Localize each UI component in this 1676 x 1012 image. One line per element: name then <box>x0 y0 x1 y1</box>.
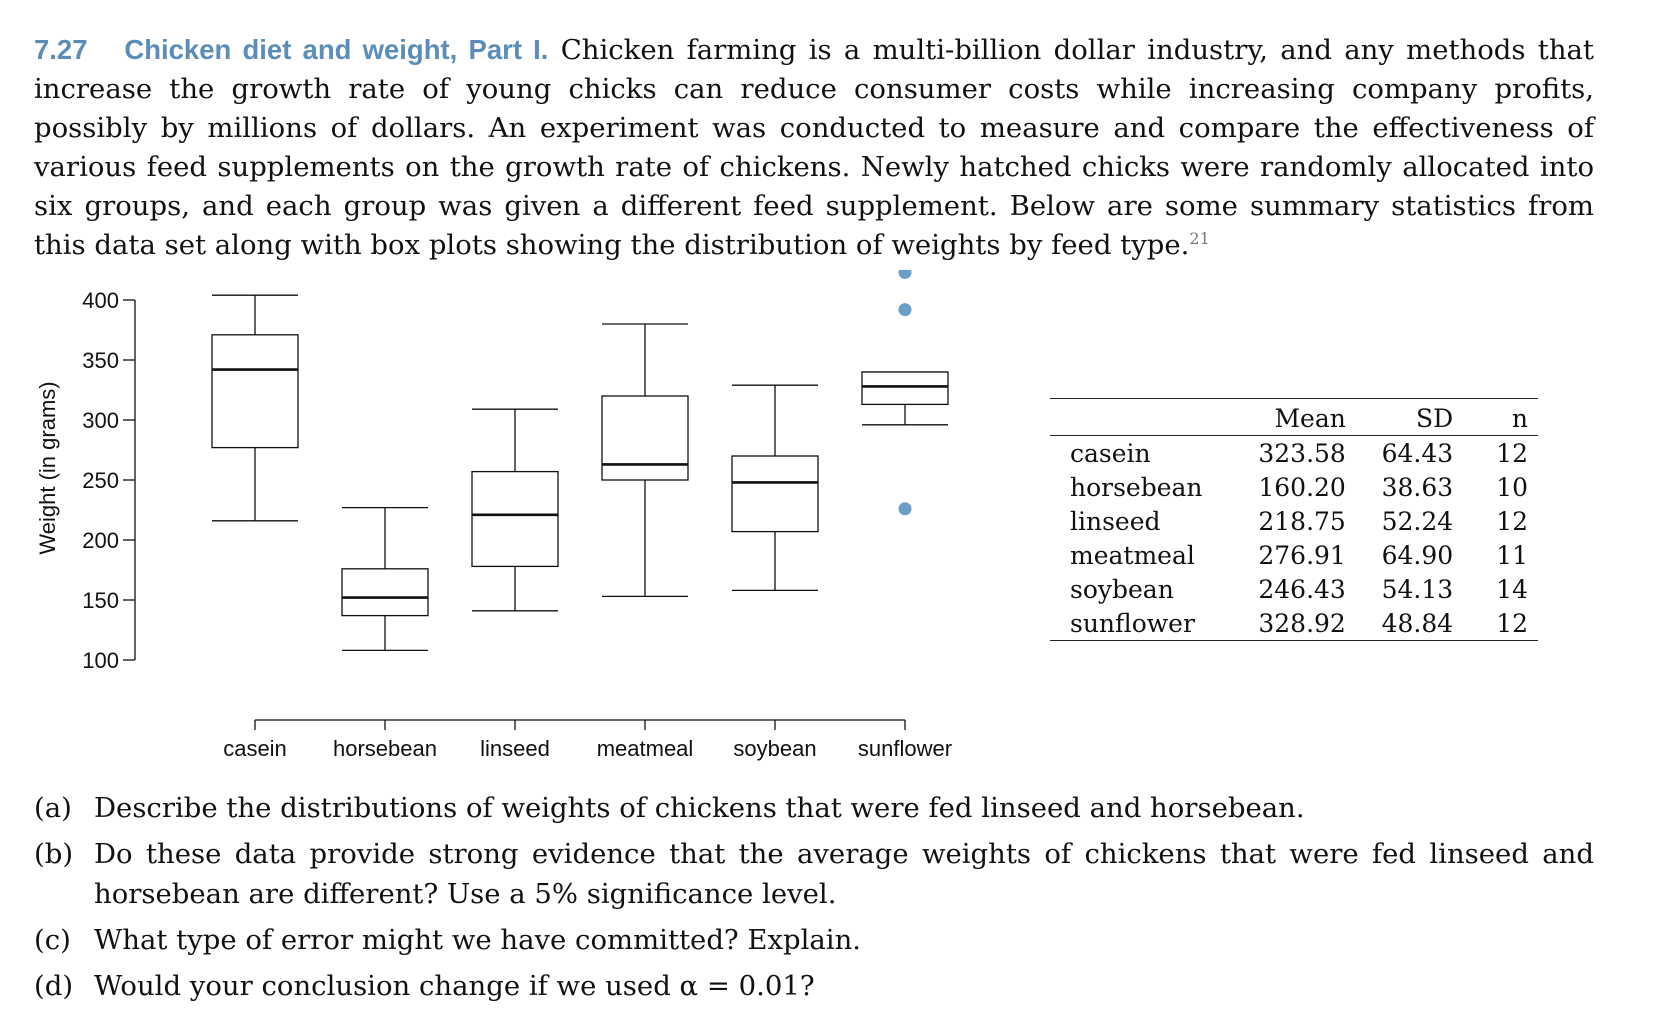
table-cell: 12 <box>1496 438 1528 468</box>
table-row <box>1050 572 1538 606</box>
outlier-point <box>899 502 912 515</box>
x-tick-label: horsebean <box>333 736 437 761</box>
table-cell: 52.24 <box>1381 506 1454 536</box>
table-cell: linseed <box>1070 506 1161 536</box>
outlier-point <box>899 270 912 279</box>
table-header-row <box>1050 399 1538 436</box>
y-tick-label: 100 <box>82 648 119 673</box>
x-tick-label: meatmeal <box>596 736 694 761</box>
x-axis <box>223 720 952 761</box>
table-header-cell: SD <box>1416 403 1454 433</box>
table-cell: 38.63 <box>1381 472 1454 502</box>
question-text: Do these data provide strong evidence that the average weights of chickens that were fed linseed and horsebean are different? Use a 5% significance level. <box>94 838 1594 910</box>
box-iqr <box>602 396 688 480</box>
question-label: (d) <box>34 970 74 1002</box>
y-tick-label: 150 <box>82 588 119 613</box>
table-header-cell: Mean <box>1274 403 1346 433</box>
question-item <box>34 966 1594 1006</box>
table-header-cell <box>1050 399 1237 436</box>
question-text: Describe the distributions of weights of chickens that were fed linseed and horsebean. <box>94 792 1305 824</box>
question-text: What type of error might we have committed? Explain. <box>94 924 862 956</box>
box-iqr <box>862 372 948 404</box>
outlier-point <box>899 303 912 316</box>
question-label: (b) <box>34 838 74 870</box>
question-item <box>34 788 1594 828</box>
table-cell: 328.92 <box>1258 608 1346 638</box>
exercise-text: Chicken farming is a multi-billion dollar industry, and any methods that increase the growth rate of young chicks can reduce consumer costs while increasing company profits, possibly by millions of dollars. An experiment was conducted to measure and compare the effectiveness of various feed supplements on the growth rate of chickens. Newly hatched chicks were randomly allocated into six groups, and each group was given a different feed supplement. Below are some summary statistics from this data set along with box plots showing the distribution of weights by feed type. <box>34 34 1594 261</box>
table-row <box>1050 606 1538 641</box>
box-group-sunflower <box>862 270 948 515</box>
table-row <box>1050 436 1538 471</box>
table-cell: 10 <box>1496 472 1528 502</box>
box-iqr <box>472 472 558 567</box>
table-cell: 323.58 <box>1258 438 1346 468</box>
y-tick-label: 200 <box>82 528 119 553</box>
y-axis-label: Weight (in grams) <box>35 381 60 555</box>
question-list <box>34 788 1594 1012</box>
box-iqr <box>732 456 818 532</box>
box-group-meatmeal <box>602 324 688 596</box>
box-iqr <box>212 335 298 448</box>
box-group-linseed <box>472 409 558 611</box>
y-tick-label: 250 <box>82 468 119 493</box>
table-cell: 160.20 <box>1258 472 1346 502</box>
y-axis <box>82 288 135 673</box>
table-cell: sunflower <box>1070 608 1195 638</box>
summary-statistics-table <box>1050 398 1538 641</box>
x-tick-label: linseed <box>480 736 550 761</box>
table-cell: 64.43 <box>1381 438 1454 468</box>
table-cell: 54.13 <box>1381 574 1454 604</box>
question-item <box>34 920 1594 960</box>
x-tick-label: soybean <box>733 736 817 761</box>
y-tick-label: 350 <box>82 348 119 373</box>
table-cell: meatmeal <box>1070 540 1195 570</box>
exercise-intro <box>34 30 1594 265</box>
table-row <box>1050 538 1538 572</box>
table-cell: 276.91 <box>1258 540 1346 570</box>
exercise-title: Chicken diet and weight, Part I. <box>124 34 549 65</box>
x-tick-label: casein <box>223 736 287 761</box>
table-cell: 11 <box>1496 540 1528 570</box>
exercise-number: 7.27 <box>34 34 88 65</box>
question-text: Would your conclusion change if we used α = 0.01? <box>94 970 815 1002</box>
footnote-marker: 21 <box>1189 228 1210 248</box>
table-cell: 12 <box>1496 608 1528 638</box>
box-iqr <box>342 569 428 616</box>
y-tick-label: 300 <box>82 408 119 433</box>
boxplot-boxes <box>212 270 948 650</box>
table-cell: casein <box>1070 438 1151 468</box>
table-row <box>1050 470 1538 504</box>
question-label: (a) <box>34 792 72 824</box>
table-cell: 48.84 <box>1381 608 1454 638</box>
table-cell: 12 <box>1496 506 1528 536</box>
table-cell: soybean <box>1070 574 1174 604</box>
table-cell: 64.90 <box>1381 540 1454 570</box>
table-cell: horsebean <box>1070 472 1203 502</box>
table-row <box>1050 504 1538 538</box>
table-header-cell: n <box>1511 403 1528 433</box>
x-tick-label: sunflower <box>857 736 953 761</box>
box-group-horsebean <box>342 508 428 651</box>
y-tick-label: 400 <box>82 288 119 313</box>
question-label: (c) <box>34 924 71 956</box>
question-item <box>34 834 1594 914</box>
table-cell: 246.43 <box>1258 574 1346 604</box>
table-cell: 218.75 <box>1258 506 1346 536</box>
box-group-casein <box>212 295 298 521</box>
table-cell: 14 <box>1496 574 1528 604</box>
boxplot-chart <box>0 270 980 770</box>
box-group-soybean <box>732 385 818 590</box>
